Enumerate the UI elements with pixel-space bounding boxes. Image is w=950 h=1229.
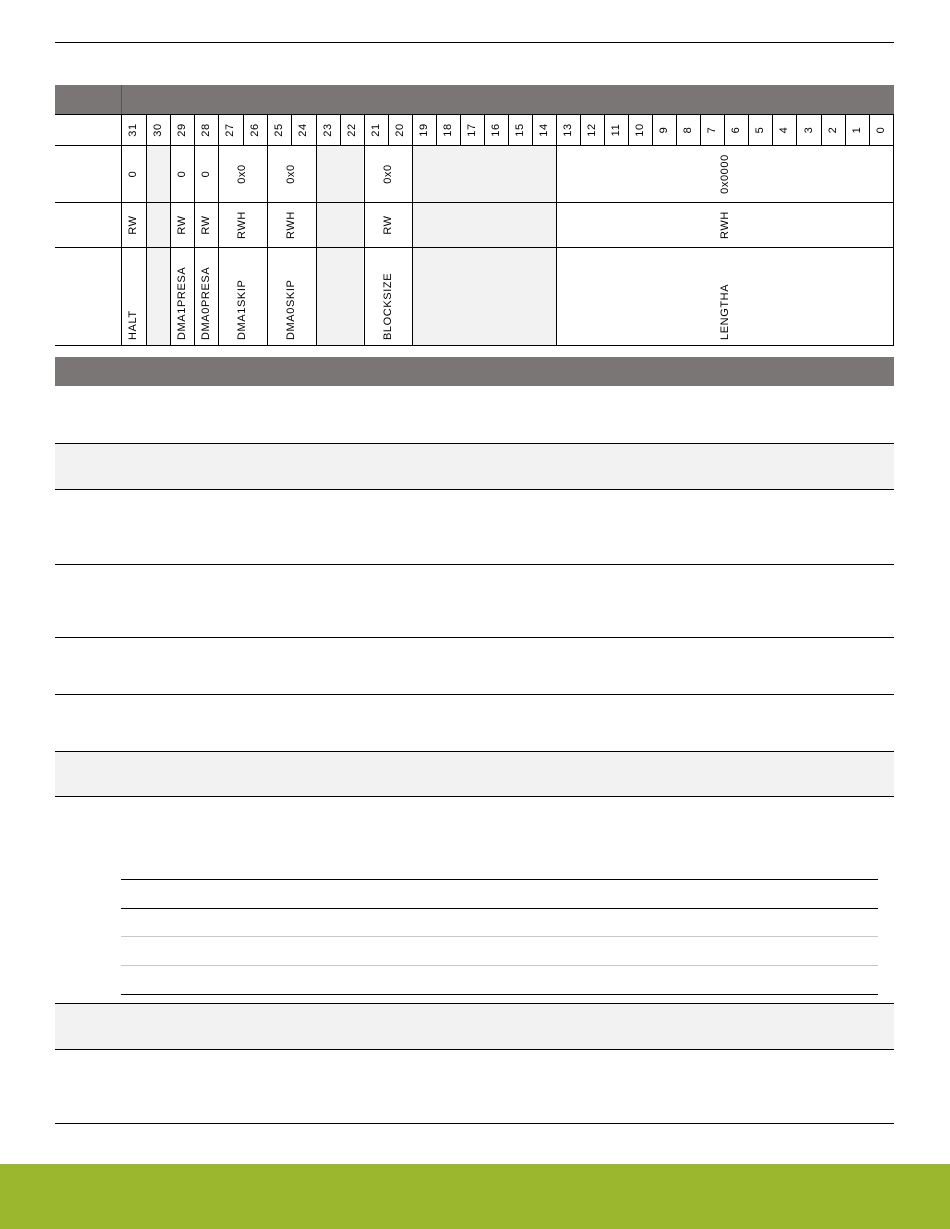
bit-divider	[484, 114, 485, 145]
subtable-rule	[121, 936, 878, 937]
description-row-rule	[55, 751, 894, 752]
bit-divider	[845, 114, 846, 145]
bit-divider	[604, 114, 605, 145]
description-row-rule	[55, 796, 894, 797]
bit-divider	[628, 114, 629, 145]
access-dma1presa: RW	[176, 215, 188, 235]
bit-number: 20	[394, 123, 406, 137]
description-row-rule	[55, 1049, 894, 1050]
subtable-rule	[121, 879, 878, 880]
description-row-rule	[55, 489, 894, 490]
bit-number: 9	[658, 126, 670, 134]
subtable-rule	[121, 994, 878, 995]
bit-divider	[796, 114, 797, 145]
bit-divider	[821, 114, 822, 145]
bit-divider	[121, 114, 122, 345]
bit-divider	[218, 114, 219, 345]
access-halt: RW	[127, 215, 139, 235]
bit-number: 14	[538, 123, 550, 137]
description-row-rule	[55, 1123, 894, 1124]
bit-divider	[340, 114, 341, 145]
bit-number: 13	[562, 123, 574, 137]
bit-divider	[772, 114, 773, 145]
bit-number: 25	[273, 123, 285, 137]
bit-number: 24	[297, 123, 309, 137]
bit-number: 2	[827, 126, 839, 134]
bit-divider	[267, 114, 268, 345]
bit-divider	[652, 114, 653, 145]
access-dma1skip: RWH	[236, 211, 248, 239]
bit-number: 26	[249, 123, 261, 137]
bit-divider	[748, 114, 749, 145]
bit-number: 29	[176, 123, 188, 137]
bit-number: 27	[224, 123, 236, 137]
bit-number: 5	[754, 126, 766, 134]
reset-value-lengtha: 0x0000	[719, 154, 731, 194]
description-row-shaded	[55, 751, 894, 796]
field-name-halt: HALT	[127, 310, 139, 340]
reset-value-blocksize: 0x0	[382, 164, 394, 184]
field-name-blocksize: BLOCKSIZE	[382, 272, 394, 340]
bit-number: 16	[490, 123, 502, 137]
bit-divider	[676, 114, 677, 145]
bit-divider	[412, 114, 413, 345]
access-lengtha: RWH	[719, 211, 731, 239]
bit-number: 12	[586, 123, 598, 137]
bit-divider	[364, 114, 365, 345]
page-footer-band	[0, 1164, 950, 1229]
reset-value-dma1skip: 0x0	[236, 164, 248, 184]
bit-divider	[580, 114, 581, 145]
reset-value-dma1presa: 0	[176, 170, 188, 178]
bit-number: 10	[634, 123, 646, 137]
bit-number: 0	[875, 126, 887, 134]
field-name-dma1skip: DMA1SKIP	[236, 279, 248, 340]
access-dma0presa: RW	[200, 215, 212, 235]
bit-number: 19	[418, 123, 430, 137]
access-blocksize: RW	[382, 215, 394, 235]
bit-divider	[508, 114, 509, 145]
bit-number: 21	[370, 123, 382, 137]
subtable-rule	[121, 908, 878, 909]
access-dma0skip: RWH	[285, 211, 297, 239]
field-name-dma1presa: DMA1PRESA	[176, 266, 188, 340]
reset-value-dma0skip: 0x0	[285, 164, 297, 184]
description-row-shaded	[55, 1003, 894, 1049]
description-row-shaded	[55, 443, 894, 489]
bit-divider	[893, 114, 894, 345]
bit-number: 15	[514, 123, 526, 137]
bit-number: 17	[466, 123, 478, 137]
bit-divider	[194, 114, 195, 345]
description-header-band	[55, 357, 894, 386]
subtable-rule	[121, 965, 878, 966]
bit-number: 7	[706, 126, 718, 134]
row-rule	[55, 345, 894, 346]
bit-divider	[700, 114, 701, 145]
description-row-rule	[55, 1003, 894, 1004]
bit-divider	[316, 114, 317, 345]
bit-number: 11	[610, 123, 622, 137]
bit-number: 22	[346, 123, 358, 137]
field-name-dma0skip: DMA0SKIP	[285, 279, 297, 340]
description-row-rule	[55, 694, 894, 695]
bit-divider	[869, 114, 870, 145]
bit-number: 18	[442, 123, 454, 137]
bit-number: 3	[803, 126, 815, 134]
description-row-rule	[55, 564, 894, 565]
reset-value-halt: 0	[127, 170, 139, 178]
bit-divider	[170, 114, 171, 345]
bit-divider	[146, 114, 147, 345]
bit-divider	[532, 114, 533, 145]
description-row-rule	[55, 443, 894, 444]
bit-number: 31	[127, 123, 139, 137]
header-divider	[121, 85, 122, 114]
bit-number: 28	[200, 123, 212, 137]
bit-number: 23	[322, 123, 334, 137]
bit-divider	[556, 114, 557, 345]
bit-divider	[436, 114, 437, 145]
reserved-bits-19-14	[412, 145, 556, 345]
reset-value-dma0presa: 0	[200, 170, 212, 178]
field-name-lengtha: LENGTHA	[719, 283, 731, 340]
bit-number: 30	[152, 123, 164, 137]
bit-number: 1	[851, 126, 863, 134]
bit-divider	[460, 114, 461, 145]
description-row-rule	[55, 637, 894, 638]
field-name-dma0presa: DMA0PRESA	[200, 266, 212, 340]
bit-number: 4	[778, 126, 790, 134]
bit-number: 8	[682, 126, 694, 134]
bit-number: 6	[730, 126, 742, 134]
